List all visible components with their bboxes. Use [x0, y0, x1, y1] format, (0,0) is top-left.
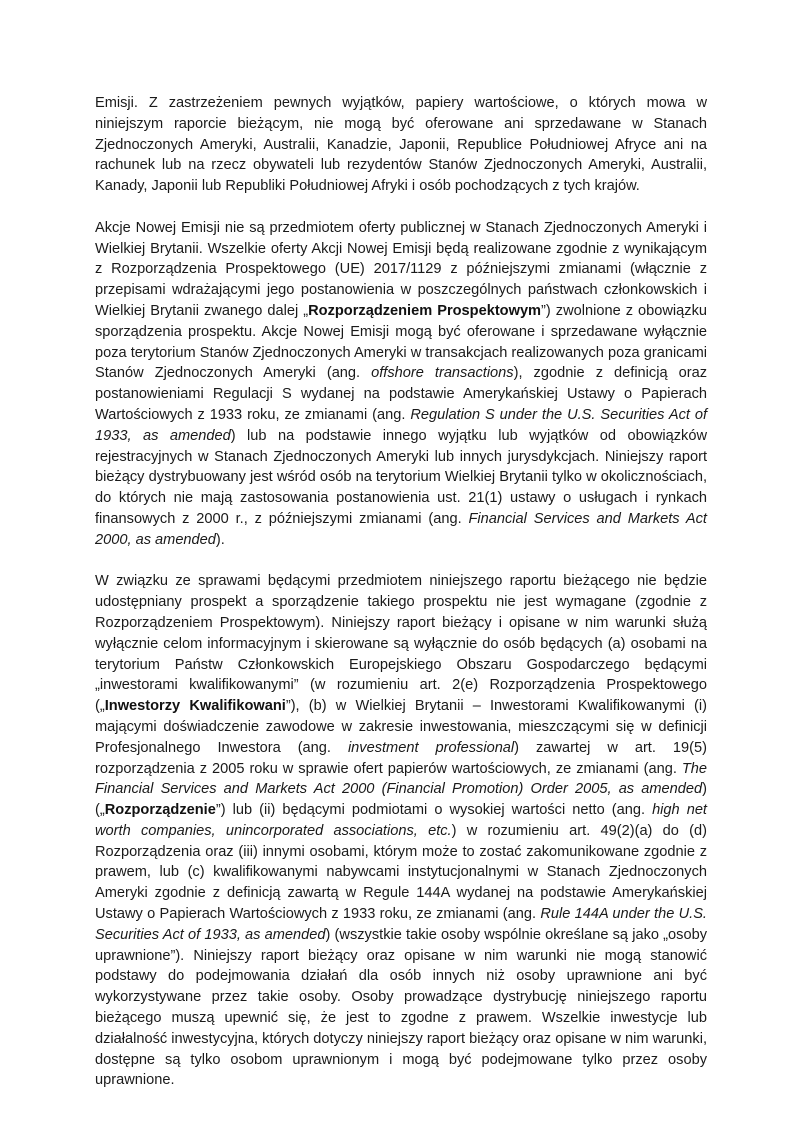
text-segment: ), zgodnie z definicją oraz postanowieniami Regulacji S wydanej na podstawie Amerykańskiej Ustawy o Papierach Wartościowych z 1933 roku, ze zmianami (ang. [95, 365, 707, 423]
italic-english-term: high net worth companies, unincorporated associations, etc. [95, 802, 707, 839]
italic-english-term: offshore transactions [371, 365, 514, 382]
text-segment: W związku ze sprawami będącymi przedmiotem niniejszego raportu bieżącego nie będzie udostępniany prospekt a sporządzenie takiego prospektu nie jest wymagane (zgodnie z Rozporządzeniem Prospektowym). Niniejszy raport bieżący i opisane w nim warunki służą wyłącznie celom informacyjnym i skierowane są wyłącznie do osób będących (a) osobami na terytorium Państw Członkowskich Europejskiego Obszaru Gospodarczego będącymi „inwestorami kwalifikowanymi” (w rozumieniu art. 2(e) Rozporządzenia Prospektowego („ [95, 573, 707, 715]
text-segment: ) („ [95, 781, 707, 819]
italic-english-term: The Financial Services and Markets Act 2000 (Financial Promotion) Order 2005, as amended [95, 760, 707, 798]
text-segment: ”) zwolnione z obowiązku sporządzenia prospektu. Akcje Nowej Emisji mogą być oferowane i sprzedawane wyłącznie poza terytorium Stanów Zjednoczonych Ameryki w transakcjach realizowanych poza granicami Stanów Zjednoczonych Ameryki (ang. [95, 302, 707, 382]
text-segment: ”) lub (ii) będącymi podmiotami o wysokiej wartości netto (ang. [215, 802, 653, 819]
text-segment: ) zawartej w art. 19(5) rozporządzenia z 2005 roku w sprawie ofert papierów wartościowych, ze zmianami (ang. [95, 739, 707, 777]
italic-english-term: Financial Services and Markets Act 2000, as amended [95, 510, 707, 548]
paragraph-offer-exemption [95, 218, 707, 551]
paragraph-eligible-persons [95, 571, 707, 1091]
text-segment: ) w rozumieniu art. 49(2)(a) do (d) Rozporządzenia oraz (iii) innymi osobami, którym może to zostać zakomunikowane zgodnie z prawem, lub (c) kwalifikowanymi nabywcami instytucjonalnymi w Stanach Zjednoczonych Ameryki zgodnie z definicją zawartą w Regule 144A wydanej na podstawie Amerykańskiej Ustawy o Papierach Wartościowych z 1933 roku, ze zmianami (ang. [95, 822, 708, 923]
document-page [95, 93, 707, 1112]
text-segment: ”), (b) w Wielkiej Brytanii – Inwestorami Kwalifikowanymi (i) mającymi doświadczenie zawodowe w zakresie inwestowania, mieszczącymi się w definicji Profesjonalnego Inwestora (ang. [95, 698, 707, 756]
text-segment: ) (wszystkie takie osoby wspólnie określane są jako „osoby uprawnione”). Niniejszy raport bieżący oraz opisane w nim warunki nie mogą stanowić podstawy do podejmowania działań dla osób innych niż osoby uprawnione ani być wykorzystywane przez takie osoby. Osoby prowadzące dystrybucję niniejszego raportu bieżącego muszą upewnić się, że jest to zgodne z prawem. Wszelkie inwestycje lub działalność inwestycyjna, których dotyczy niniejszy raport bieżący oraz opisane w nim warunki, dostępne są tylko osobom uprawnionym i mogą być podejmowane tylko przez osoby uprawnione. [95, 926, 707, 1089]
italic-english-term: investment professional [347, 739, 515, 756]
text-segment: Akcje Nowej Emisji nie są przedmiotem oferty publicznej w Stanach Zjednoczonych Ameryki i Wielkiej Brytanii. Wszelkie oferty Akcji Nowej Emisji będą realizowane zgodnie z wynikającym z Rozporządzenia Prospektowego (UE) 2017/1129 z późniejszymi zmianami (włącznie z przepisami wdrażającymi jego postanowienia w poszczególnych państwach członkowskich i Wielkiej Brytanii zwanego dalej „ [95, 219, 707, 319]
text-segment: ) lub na podstawie innego wyjątku lub wyjątków od obowiązków rejestracyjnych w Stanach Zjednoczonych Ameryki lub innych jurysdykcjach. Niniejszy raport bieżący dystrybuowany jest wśród osób na terytorium Wielkiej Brytanii tylko w okolicznościach, do których nie mają zastosowania postanowienia ust. 21(1) ustawy o usługach i rynkach finansowych z 2000 r., z późniejszymi zmianami (ang. [95, 427, 707, 527]
text-segment: ). [215, 531, 225, 548]
italic-english-term: Regulation S under the U.S. Securities Act of 1933, as amended [95, 406, 707, 444]
paragraph-emission-restrictions [95, 93, 707, 197]
italic-english-term: Rule 144A under the U.S. Securities Act of 1933, as amended [95, 906, 707, 943]
text-segment: Emisji. Z zastrzeżeniem pewnych wyjątków, papiery wartościowe, o których mowa w niniejszym raporcie bieżącym, nie mogą być oferowane ani sprzedawane w Stanach Zjednoczonych Ameryki, Australii, Kanadzie, Japonii, Republice Południowej Afryce ani na rachunek lub na rzecz obywateli lub rezydentów Stanów Zjednoczonych Ameryki, Australii, Kanady, Japonii lub Republiki Południowej Afryki i osób pochodzących z tych krajów. [95, 95, 707, 195]
bold-defined-term: Rozporządzenie [104, 802, 216, 819]
bold-defined-term: Inwestorzy Kwalifikowani [104, 698, 286, 715]
bold-defined-term: Rozporządzeniem Prospektowym [308, 302, 542, 319]
